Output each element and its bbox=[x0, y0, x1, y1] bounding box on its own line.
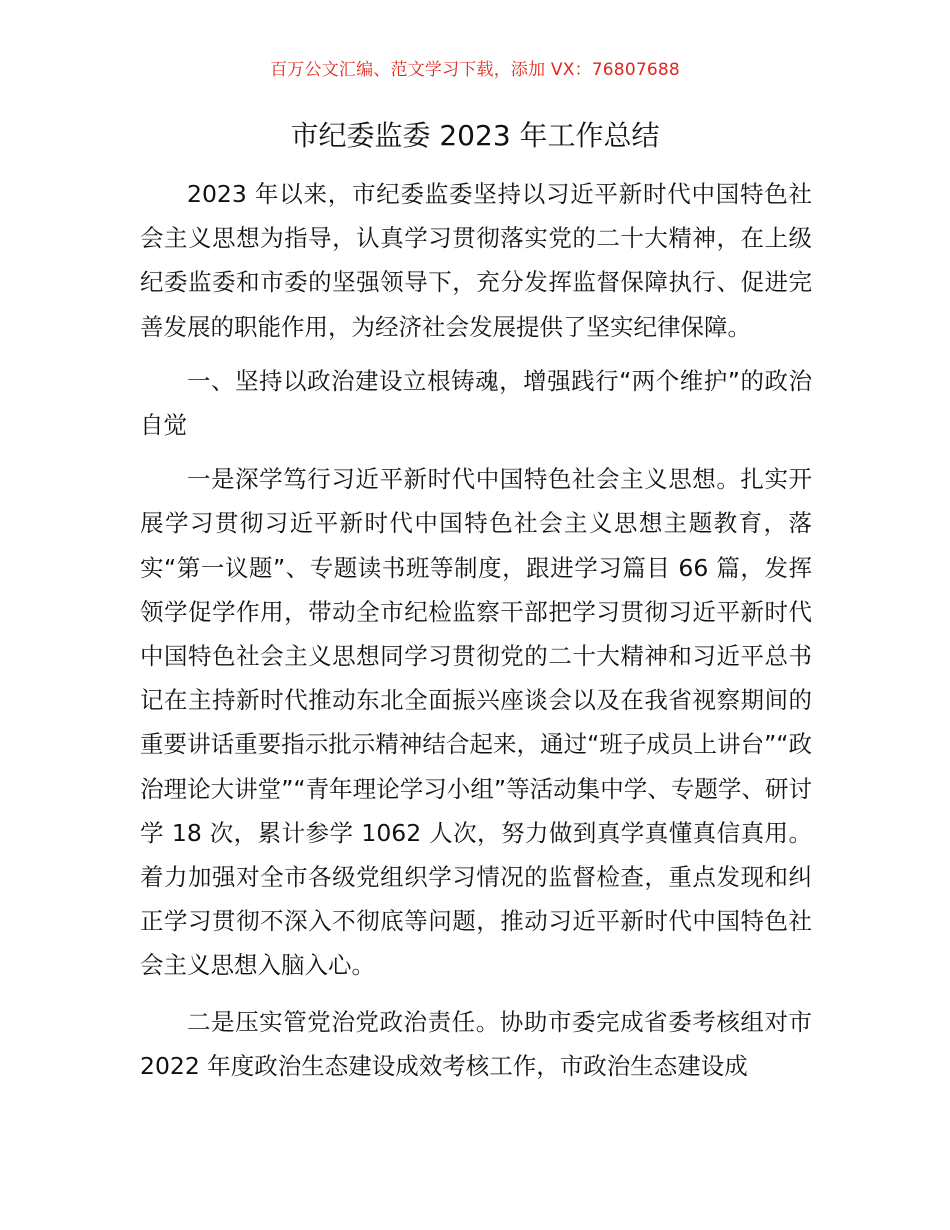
section-heading-1: 一、坚持以政治建设立根铸魂，增强践行“两个维护”的政治自觉 bbox=[140, 366, 812, 440]
paragraph-gap bbox=[140, 447, 812, 457]
paragraph-gap bbox=[140, 349, 812, 359]
watermark-text: 百万公文汇编、范文学习下载，添加 VX：76807688 bbox=[270, 60, 680, 80]
paragraph-gap bbox=[140, 988, 812, 1000]
document-body bbox=[140, 172, 812, 1088]
paragraph-point-2: 二是压实管党治党政治责任。协助市委完成省委考核组对市 2022 年度政治生态建设成效考核工作，市政治生态建设成 bbox=[140, 1007, 812, 1080]
document-title: 市纪委监委 2023 年工作总结 bbox=[290, 119, 660, 152]
paragraph-intro: 2023 年以来，市纪委监委坚持以习近平新时代中国特色社会主义思想为指导，认真学习贯彻落实党的二十大精神，在上级纪委监委和市委的坚强领导下，充分发挥监督保障执行、促进完善发展的职能作用，为经济社会发展提供了坚实纪律保障。 bbox=[140, 180, 812, 341]
paragraph-point-1: 一是深学笃行习近平新时代中国特色社会主义思想。扎实开展学习贯彻习近平新时代中国特色社会主义思想主题教育，落实“第一议题”、专题读书班等制度，跟进学习篇目 66 篇，发挥领学促学作用，带动全市纪检监察干部把学习贯彻习近平新时代中国特色社会主义思想同学习贯彻党的二十大精神和习近平总书记在主持新时代推动东北全面振兴座谈会以及在我省视察期间的重要讲话重要指示批示精神结合起来，通过“班子成员上讲台”“政治理论大讲堂”“青年理论学习小组”等活动集中学、专题学、研讨学 18 次，累计参学 1062 人次，努力做到真学真懂真信真用。着力加强对全市各级党组织学习情况的监督检查，重点发现和纠正学习贯彻不深入不彻底等问题，推动习近平新时代中国特色社会主义思想入脑入心。 bbox=[140, 465, 812, 980]
